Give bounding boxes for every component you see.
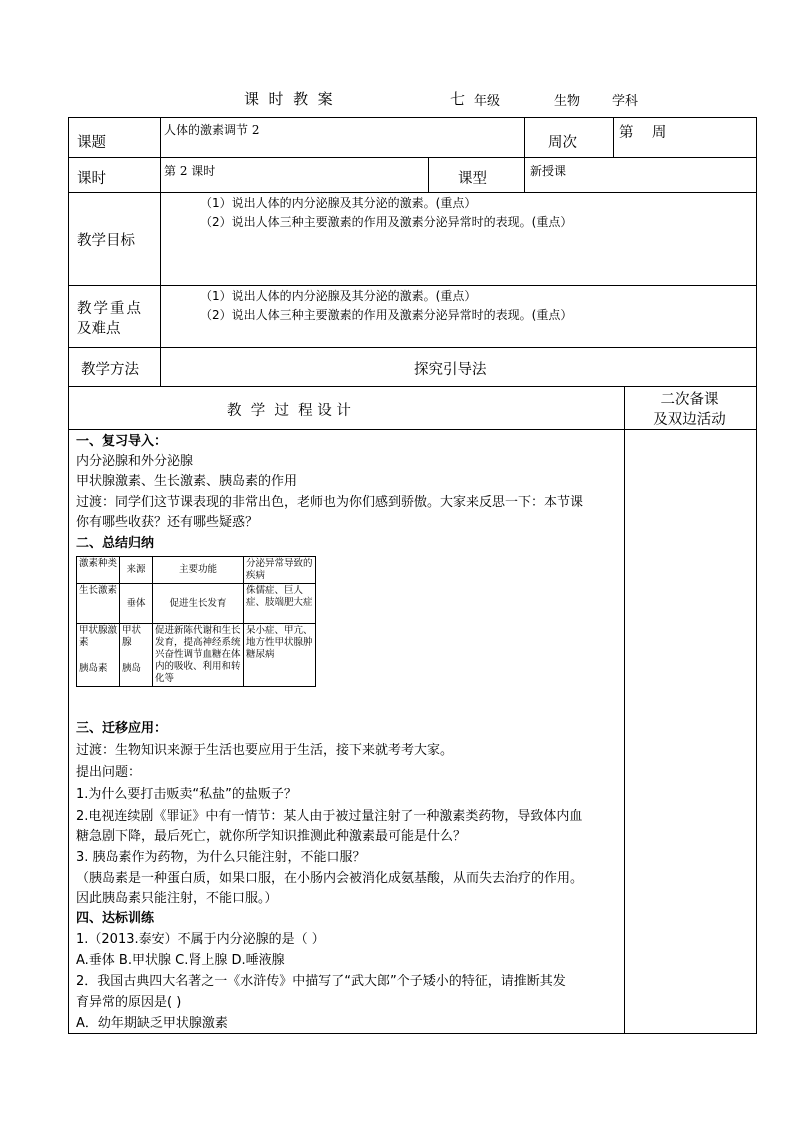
section-3-line-7: （胰岛素是一种蛋白质，如果口服，在小肠内会被消化成氨基酸，从而失去治疗的作用。: [76, 871, 584, 886]
key-content-cell: [160, 285, 757, 348]
table-cell-text: 甲状腺: [122, 625, 142, 648]
topic-label-cell: [68, 117, 161, 158]
key-label-cell: [68, 285, 161, 348]
table-cell: 呆小症、甲亢、地方性甲状腺肿糖尿病: [244, 624, 316, 687]
page-heading: [0, 88, 794, 110]
type-label-cell: [428, 157, 525, 193]
grade-number: 七: [450, 90, 466, 108]
subject-name: 生物: [554, 94, 581, 109]
section-4-line-4: 育异常的原因是( ): [76, 995, 182, 1010]
page-title: 课 时 教 案: [244, 90, 333, 108]
method-value: 探究引导法: [414, 362, 487, 378]
section-3-line-2: 提出问题：: [76, 765, 142, 780]
table-header-cell: 分泌异常导致的疾病: [244, 557, 316, 584]
section-1-line-2: 甲状腺激素、生长激素、胰岛素的作用: [76, 474, 298, 489]
table-cell: [120, 624, 153, 687]
backup-header-cell: [624, 386, 757, 430]
table-cell: [77, 624, 120, 687]
backup-header-line-2: 及双边活动: [653, 412, 726, 428]
week-label-cell: [524, 117, 614, 158]
goal-label-cell: [68, 192, 161, 286]
table-row: [77, 624, 316, 687]
key-label-line-2: 及难点: [77, 321, 121, 337]
goal-item-1: （1）说出人体的内分泌腺及其分泌的激素。(重点）: [200, 196, 477, 210]
section-3-line-1: 过渡：生物知识来源于生活也要应用于生活，接下来就考考大家。: [76, 743, 454, 758]
key-label-line-1: 教学重点: [77, 301, 143, 317]
table-header-row: [77, 557, 316, 584]
backup-content-cell: [624, 429, 757, 1034]
subject-label: 学科: [612, 94, 639, 109]
goal-item-2: （2）说出人体三种主要激素的作用及激素分泌异常时的表现。(重点）: [200, 215, 573, 229]
type-value-cell: [524, 157, 757, 193]
period-label-cell: [68, 157, 161, 193]
table-cell-text: 胰岛素: [79, 663, 108, 674]
type-label: 课型: [458, 171, 487, 187]
period-value-cell: [160, 157, 429, 193]
table-cell: 侏儒症、巨人症、肢端肥大症: [244, 584, 316, 624]
section-4-title: 四、达标训练: [76, 911, 155, 926]
week-value: 第 周: [619, 125, 667, 141]
section-4-line-2: A.垂体 B.甲状腺 C.肾上腺 D.唾液腺: [76, 953, 285, 968]
section-1-line-4: 你有哪些收获？还有哪些疑惑？: [76, 515, 259, 530]
table-cell: 生长激素: [77, 584, 120, 624]
section-3-line-6: 3. 胰岛素作为药物，为什么只能注射，不能口服？: [76, 850, 366, 865]
goal-label: 教学目标: [77, 233, 135, 249]
section-3-title: 三、迁移应用：: [76, 721, 168, 736]
section-3-line-3: 1.为什么要打击贩卖“私盐”的盐贩子？: [76, 787, 297, 802]
goal-content-cell: [160, 192, 757, 286]
type-value: 新授课: [530, 164, 567, 178]
table-header-cell: 激素种类: [77, 557, 120, 584]
hormone-summary-table: [76, 556, 316, 687]
topic-value-cell: [160, 117, 525, 158]
week-label: 周次: [548, 135, 577, 151]
method-value-cell: [160, 347, 757, 387]
table-cell: 促进生长发育: [153, 584, 244, 624]
key-item-2: （2）说出人体三种主要激素的作用及激素分泌异常时的表现。(重点）: [200, 308, 573, 322]
section-4-line-1: 1.（2013.泰安）不属于内分泌腺的是（ ）: [76, 932, 325, 947]
section-3-line-8: 因此胰岛素只能注射，不能口服。）: [76, 891, 278, 906]
week-value-cell: [613, 117, 757, 158]
table-header-cell: 主要功能: [153, 557, 244, 584]
design-header: 教 学 过 程 设 计: [227, 403, 351, 419]
section-2-title: 二、总结归纳: [76, 536, 155, 551]
section-1-line-1: 内分泌腺和外分泌腺: [76, 454, 194, 469]
section-4-line-5: A．幼年期缺乏甲状腺激素: [76, 1016, 228, 1031]
grade-label: 年级: [474, 94, 501, 109]
design-header-cell: [68, 386, 625, 430]
period-value: 第 2 课时: [164, 164, 216, 178]
table-cell: 促进新陈代谢和生长发育，提高神经系统兴奋性调节血糖在体内的吸收、利用和转化等: [153, 624, 244, 687]
table-row: [77, 584, 316, 624]
table-cell-text: 胰岛: [122, 663, 142, 674]
table-header-cell: 来源: [120, 557, 153, 584]
section-1-line-3: 过渡：同学们这节课表现的非常出色，老师也为你们感到骄傲。大家来反思一下：本节课: [76, 495, 584, 510]
section-1-title: 一、复习导入：: [76, 434, 168, 449]
table-cell-text: 甲状腺激素: [79, 625, 118, 648]
topic-label: 课题: [77, 135, 106, 151]
topic-value: 人体的激素调节 2: [164, 123, 260, 137]
period-label: 课时: [77, 171, 106, 187]
section-3-line-4: 2.电视连续剧《罪证》中有一情节：某人由于被过量注射了一种激素类药物，导致体内血: [76, 809, 583, 824]
key-item-1: （1）说出人体的内分泌腺及其分泌的激素。(重点）: [200, 289, 477, 303]
section-3-line-5: 糖急剧下降，最后死亡，就你所学知识推测此种激素最可能是什么？: [76, 829, 467, 844]
section-4-line-3: 2．我国古典四大名著之一《水浒传》中描写了“武大郎”个子矮小的特征，请推断其发: [76, 974, 566, 989]
backup-header-line-1: 二次备课: [660, 392, 719, 408]
method-label-cell: [68, 347, 161, 387]
table-cell: 垂体: [120, 584, 153, 624]
method-label: 教学方法: [81, 362, 139, 378]
